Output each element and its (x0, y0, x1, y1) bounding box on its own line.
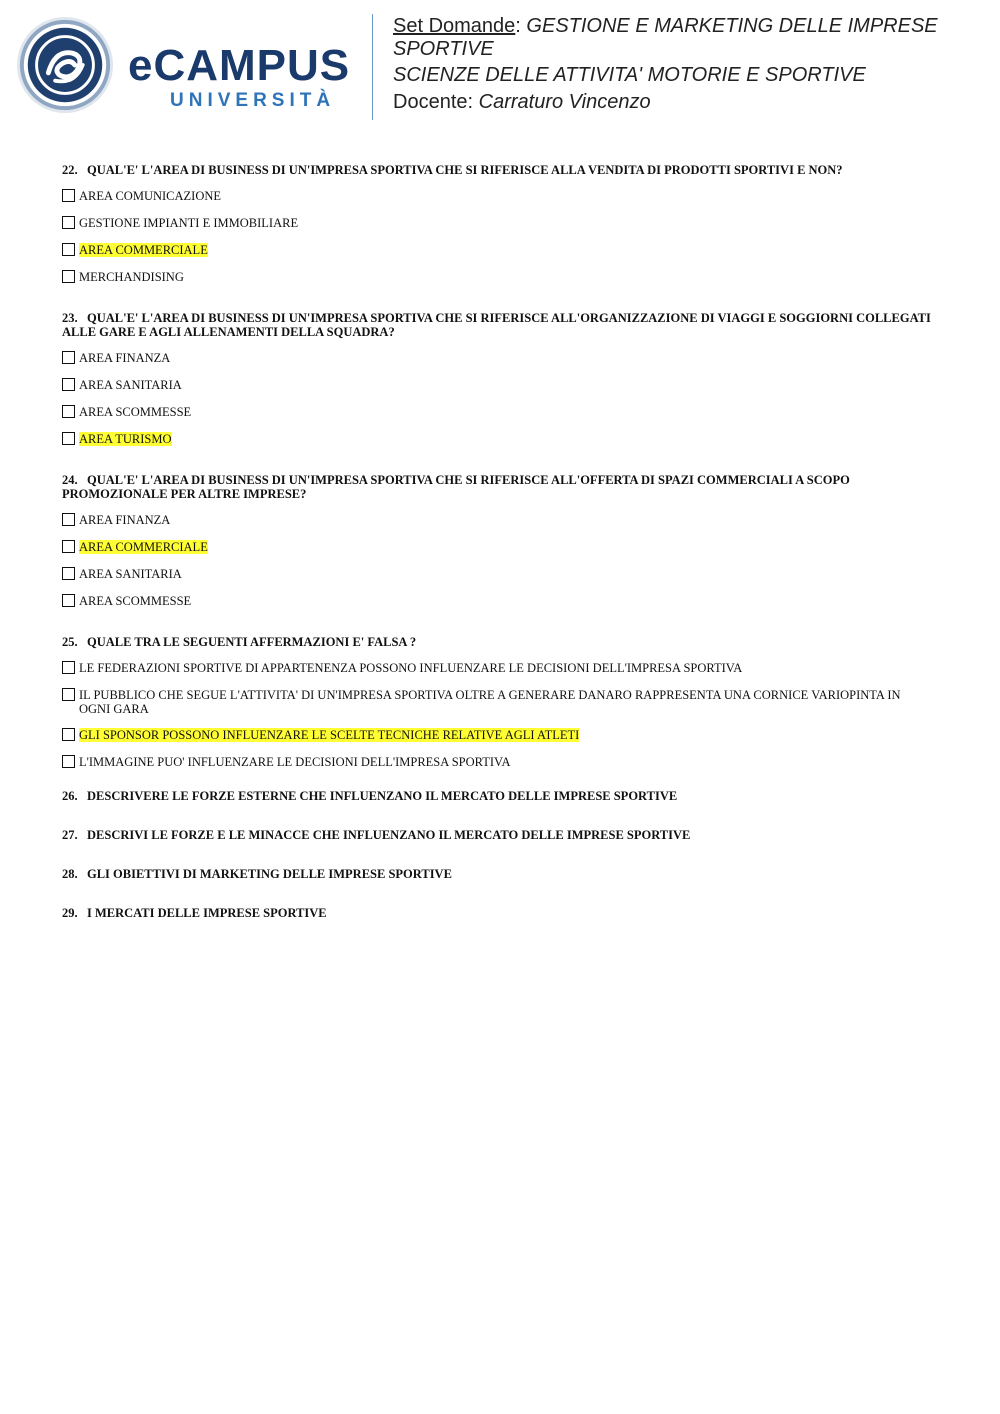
page-header (0, 0, 1000, 130)
option-label-highlighted: AREA COMMERCIALE (79, 243, 208, 257)
answer-option-correct[interactable] (62, 243, 932, 257)
question-number: 23. (62, 311, 78, 325)
question-body: GLI OBIETTIVI DI MARKETING DELLE IMPRESE SPORTIVE (87, 867, 452, 881)
checkbox[interactable] (62, 432, 75, 445)
question-number: 28. (62, 867, 78, 881)
answer-option[interactable] (62, 351, 932, 365)
answer-option[interactable] (62, 688, 932, 716)
question-text (62, 311, 932, 339)
question-body: I MERCATI DELLE IMPRESE SPORTIVE (87, 906, 327, 920)
question-block (62, 635, 932, 769)
question-number: 22. (62, 163, 78, 177)
question-block (62, 163, 932, 284)
answer-option[interactable] (62, 189, 932, 203)
question-number: 29. (62, 906, 78, 920)
answer-option-correct[interactable] (62, 728, 932, 742)
option-label: AREA SANITARIA (79, 378, 182, 392)
question-number: 24. (62, 473, 78, 487)
brand-wordmark (128, 40, 358, 115)
question-block (62, 311, 932, 446)
teacher-label: Docente: (393, 91, 474, 113)
answer-option-correct[interactable] (62, 432, 932, 446)
option-label: AREA SCOMMESSE (79, 405, 192, 419)
option-label-highlighted: GLI SPONSOR POSSONO INFLUENZARE LE SCELTE TECNICHE RELATIVE AGLI ATLETI (79, 728, 580, 742)
question-number: 26. (62, 789, 78, 803)
answer-option[interactable] (62, 594, 932, 608)
checkbox[interactable] (62, 189, 75, 202)
question-body: QUALE TRA LE SEGUENTI AFFERMAZIONI E' FALSA ? (87, 635, 417, 649)
set-label: Set Domande (393, 15, 516, 37)
set-colon: : (515, 15, 521, 37)
option-label: LE FEDERAZIONI SPORTIVE DI APPARTENENZA POSSONO INFLUENZARE LE DECISIONI DELL'IMPRESA SPORTIVA (79, 661, 743, 675)
question-body: QUAL'E' L'AREA DI BUSINESS DI UN'IMPRESA SPORTIVA CHE SI RIFERISCE ALL'ORGANIZZAZIONE DI VIAGGI E SOGGIORNI COLLEGATI ALLE GARE E AGLI ALLENAMENTI DELLA SQUADRA? (62, 311, 931, 339)
checkbox[interactable] (62, 378, 75, 391)
teacher-line (393, 91, 973, 114)
option-label: IL PUBBLICO CHE SEGUE L'ATTIVITA' DI UN'IMPRESA SPORTIVA OLTRE A GENERARE DANARO RAPPRESENTA UNA CORNICE VARIOPINTA IN OGNI GARA (79, 688, 901, 716)
checkbox[interactable] (62, 567, 75, 580)
option-label-highlighted: AREA TURISMO (79, 432, 172, 446)
university-seal-logo (16, 16, 114, 114)
option-label: GESTIONE IMPIANTI E IMMOBILIARE (79, 216, 299, 230)
answer-option[interactable] (62, 270, 932, 284)
option-label-highlighted: AREA COMMERCIALE (79, 540, 208, 554)
checkbox[interactable] (62, 270, 75, 283)
open-question (62, 906, 932, 920)
checkbox[interactable] (62, 755, 75, 768)
checkbox[interactable] (62, 243, 75, 256)
question-number: 27. (62, 828, 78, 842)
answer-option[interactable] (62, 405, 932, 419)
question-block (62, 473, 932, 608)
checkbox[interactable] (62, 728, 75, 741)
checkbox[interactable] (62, 216, 75, 229)
checkbox[interactable] (62, 661, 75, 674)
checkbox[interactable] (62, 405, 75, 418)
open-question (62, 789, 932, 803)
option-label: MERCHANDISING (79, 270, 184, 284)
option-label: L'IMMAGINE PUO' INFLUENZARE LE DECISIONI DELL'IMPRESA SPORTIVA (79, 755, 511, 769)
degree-line (393, 64, 973, 87)
checkbox[interactable] (62, 688, 75, 701)
question-text (62, 473, 932, 501)
answer-option[interactable] (62, 661, 932, 675)
answer-option-correct[interactable] (62, 540, 932, 554)
option-label: AREA SANITARIA (79, 567, 182, 581)
answer-option[interactable] (62, 755, 932, 769)
teacher-name: Carraturo Vincenzo (478, 91, 651, 113)
question-body: QUAL'E' L'AREA DI BUSINESS DI UN'IMPRESA SPORTIVA CHE SI RIFERISCE ALLA VENDITA DI PRODOTTI SPORTIVI E NON? (87, 163, 843, 177)
header-info (393, 15, 973, 114)
question-list (62, 163, 932, 945)
checkbox[interactable] (62, 513, 75, 526)
checkbox[interactable] (62, 351, 75, 364)
checkbox[interactable] (62, 594, 75, 607)
course-title: GESTIONE E MARKETING DELLE IMPRESE SPORTIVE (393, 15, 938, 60)
header-divider (372, 14, 373, 120)
question-body: QUAL'E' L'AREA DI BUSINESS DI UN'IMPRESA SPORTIVA CHE SI RIFERISCE ALL'OFFERTA DI SPAZI COMMERCIALI A SCOPO PROMOZIONALE PER ALTRE IMPRESE? (62, 473, 850, 501)
option-label: AREA COMUNICAZIONE (79, 189, 222, 203)
option-label: AREA FINANZA (79, 351, 171, 365)
brand-name: eCAMPUS (128, 41, 351, 90)
question-text (62, 163, 932, 177)
answer-option[interactable] (62, 567, 932, 581)
open-question (62, 867, 932, 881)
checkbox[interactable] (62, 540, 75, 553)
open-question (62, 828, 932, 842)
set-title-line (393, 15, 973, 61)
question-body: DESCRIVI LE FORZE E LE MINACCE CHE INFLUENZANO IL MERCATO DELLE IMPRESE SPORTIVE (87, 828, 691, 842)
question-number: 25. (62, 635, 78, 649)
option-label: AREA FINANZA (79, 513, 171, 527)
brand-subtitle: UNIVERSITÀ (170, 90, 336, 111)
answer-option[interactable] (62, 513, 932, 527)
answer-option[interactable] (62, 216, 932, 230)
answer-option[interactable] (62, 378, 932, 392)
degree-name: SCIENZE DELLE ATTIVITA' MOTORIE E SPORTIVE (393, 64, 866, 86)
question-text (62, 635, 932, 649)
option-label: AREA SCOMMESSE (79, 594, 192, 608)
question-body: DESCRIVERE LE FORZE ESTERNE CHE INFLUENZANO IL MERCATO DELLE IMPRESE SPORTIVE (87, 789, 678, 803)
